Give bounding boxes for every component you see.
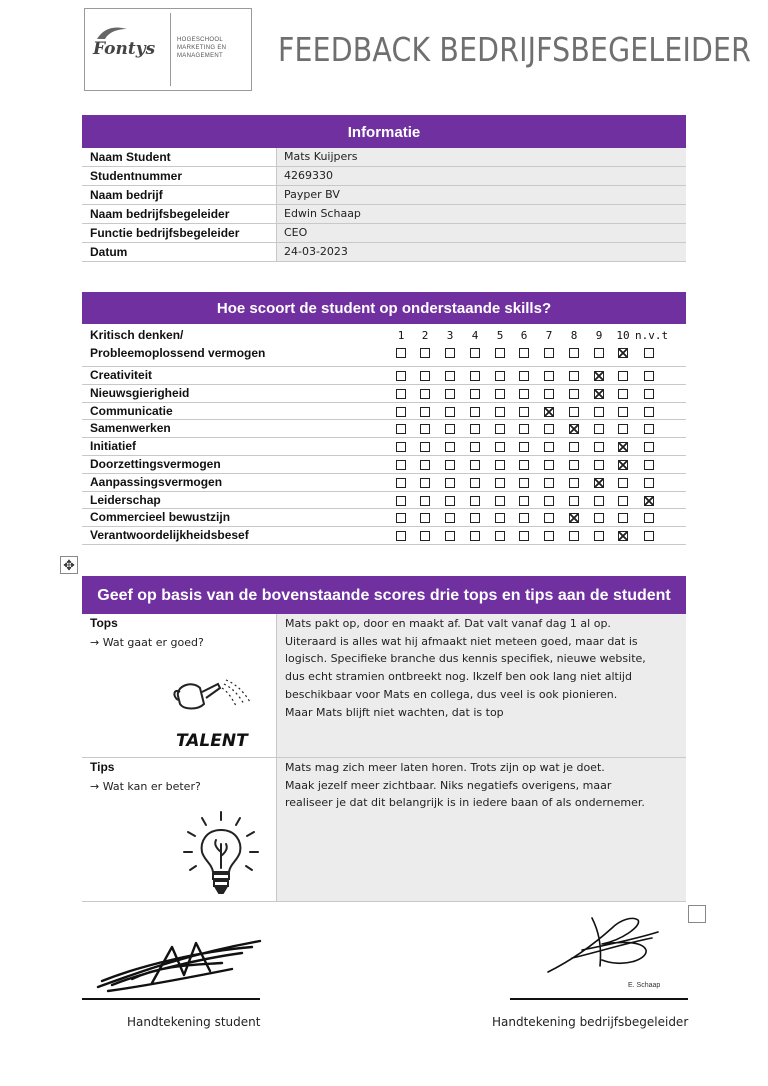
score-checkbox[interactable] bbox=[445, 389, 455, 399]
score-checkbox[interactable] bbox=[396, 513, 406, 523]
score-checkbox[interactable] bbox=[618, 460, 628, 470]
score-checkbox[interactable] bbox=[618, 478, 628, 488]
tips-label: Tips bbox=[90, 760, 115, 774]
score-checkbox[interactable] bbox=[495, 424, 505, 434]
score-checkbox[interactable] bbox=[420, 407, 430, 417]
scale-number: 5 bbox=[496, 329, 504, 342]
scale-number: 7 bbox=[545, 329, 553, 342]
begeleider-signature-line bbox=[510, 998, 688, 1000]
scale-number: 3 bbox=[446, 329, 454, 342]
lightbulb-icon bbox=[180, 808, 266, 898]
document-title: FEEDBACK BEDRIJFSBEGELEIDER bbox=[278, 30, 752, 69]
info-value[interactable]: CEO bbox=[276, 224, 686, 242]
score-checkbox[interactable] bbox=[569, 531, 579, 541]
info-row bbox=[82, 167, 686, 186]
score-checkbox[interactable] bbox=[420, 531, 430, 541]
skill-label: Doorzettingsvermogen bbox=[90, 457, 221, 471]
skill-label: Kritisch denken/ bbox=[90, 328, 184, 342]
score-checkbox[interactable] bbox=[594, 371, 604, 381]
score-checkbox[interactable] bbox=[644, 478, 654, 488]
info-value[interactable]: 4269330 bbox=[276, 167, 686, 185]
tops-line: Uiteraard is alles wat hij afmaakt niet meteen goed, maar dat is bbox=[285, 634, 638, 648]
skill-label: Commercieel bewustzijn bbox=[90, 510, 231, 525]
info-label: Datum bbox=[90, 245, 128, 259]
score-checkbox[interactable] bbox=[495, 478, 505, 488]
score-checkbox[interactable] bbox=[495, 348, 505, 358]
score-checkbox[interactable] bbox=[396, 348, 406, 358]
begeleider-signature bbox=[542, 910, 662, 980]
tops-block bbox=[82, 614, 686, 758]
score-checkbox[interactable] bbox=[396, 496, 406, 506]
score-checkbox[interactable] bbox=[594, 478, 604, 488]
score-checkbox[interactable] bbox=[470, 407, 480, 417]
tips-block bbox=[82, 758, 686, 902]
score-checkbox[interactable] bbox=[519, 424, 529, 434]
score-checkbox[interactable] bbox=[519, 513, 529, 523]
score-checkbox[interactable] bbox=[420, 513, 430, 523]
score-checkbox[interactable] bbox=[495, 460, 505, 470]
score-checkbox[interactable] bbox=[569, 496, 579, 506]
watering-can-icon bbox=[170, 674, 270, 754]
score-checkbox[interactable] bbox=[644, 407, 654, 417]
begeleider-signature-caption: Handtekening bedrijfsbegeleider bbox=[492, 1015, 689, 1029]
tips-text bbox=[276, 758, 686, 901]
student-signature-caption: Handtekening student bbox=[127, 1015, 261, 1029]
score-checkbox[interactable] bbox=[420, 460, 430, 470]
score-checkbox[interactable] bbox=[396, 407, 406, 417]
score-checkbox[interactable] bbox=[420, 348, 430, 358]
score-checkbox[interactable] bbox=[445, 460, 455, 470]
skill-label: Communicatie bbox=[90, 403, 173, 418]
info-label: Naam bedrijf bbox=[90, 188, 163, 202]
score-checkbox[interactable] bbox=[420, 371, 430, 381]
score-checkbox[interactable] bbox=[644, 531, 654, 541]
score-checkbox[interactable] bbox=[519, 460, 529, 470]
score-checkbox[interactable] bbox=[445, 531, 455, 541]
info-row bbox=[82, 205, 686, 224]
score-checkbox[interactable] bbox=[420, 442, 430, 452]
score-checkbox[interactable] bbox=[495, 371, 505, 381]
score-checkbox[interactable] bbox=[470, 371, 480, 381]
score-checkbox[interactable] bbox=[495, 442, 505, 452]
score-checkbox[interactable] bbox=[445, 424, 455, 434]
score-checkbox[interactable] bbox=[544, 513, 554, 523]
score-checkbox[interactable] bbox=[594, 348, 604, 358]
score-checkbox[interactable] bbox=[519, 496, 529, 506]
score-checkbox[interactable] bbox=[445, 513, 455, 523]
score-checkbox[interactable] bbox=[470, 496, 480, 506]
info-label: Naam bedrijfsbegeleider bbox=[90, 207, 230, 221]
info-value[interactable]: Mats Kuijpers bbox=[276, 148, 686, 166]
score-checkbox[interactable] bbox=[569, 389, 579, 399]
score-checkbox[interactable] bbox=[594, 460, 604, 470]
score-checkbox[interactable] bbox=[470, 531, 480, 541]
tops-line: beschikbaar voor Mats en collega, dus veel is ook pionieren. bbox=[285, 687, 618, 701]
skill-label: Leiderschap bbox=[90, 492, 161, 507]
score-checkbox[interactable] bbox=[644, 389, 654, 399]
score-checkbox[interactable] bbox=[445, 348, 455, 358]
tips-line: Mats mag zich meer laten horen. Trots zijn op wat je doet. bbox=[285, 761, 605, 774]
score-checkbox[interactable] bbox=[644, 496, 654, 506]
logo-subtitle: HOGESCHOOL MARKETING EN MANAGEMENT bbox=[177, 37, 227, 59]
score-checkbox[interactable] bbox=[618, 371, 628, 381]
tops-line: Maar Mats blijft niet wachten, dat is top bbox=[285, 705, 504, 719]
score-checkbox[interactable] bbox=[594, 424, 604, 434]
score-checkbox[interactable] bbox=[644, 348, 654, 358]
score-checkbox[interactable] bbox=[445, 407, 455, 417]
scale-number: 8 bbox=[570, 329, 578, 342]
score-checkbox[interactable] bbox=[396, 371, 406, 381]
score-checkbox[interactable] bbox=[569, 424, 579, 434]
score-checkbox[interactable] bbox=[470, 424, 480, 434]
score-checkbox[interactable] bbox=[618, 442, 628, 452]
info-label: Studentnummer bbox=[90, 169, 183, 183]
score-checkbox[interactable] bbox=[594, 442, 604, 452]
score-checkbox[interactable] bbox=[519, 531, 529, 541]
score-checkbox[interactable] bbox=[519, 371, 529, 381]
score-checkbox[interactable] bbox=[569, 407, 579, 417]
score-checkbox[interactable] bbox=[396, 389, 406, 399]
score-checkbox[interactable] bbox=[495, 407, 505, 417]
skill-label: Creativiteit bbox=[90, 368, 153, 382]
score-checkbox[interactable] bbox=[618, 496, 628, 506]
logo-wordmark: Fontys bbox=[93, 39, 156, 59]
score-checkbox[interactable] bbox=[420, 496, 430, 506]
score-checkbox[interactable] bbox=[569, 513, 579, 523]
score-checkbox[interactable] bbox=[544, 531, 554, 541]
score-checkbox[interactable] bbox=[618, 348, 628, 358]
score-checkbox[interactable] bbox=[470, 478, 480, 488]
score-checkbox[interactable] bbox=[644, 424, 654, 434]
tops-line: dus echt stramien ontbreekt nog. Ikzelf ben ook lang niet altijd bbox=[285, 670, 632, 684]
score-checkbox[interactable] bbox=[420, 389, 430, 399]
score-checkbox[interactable] bbox=[470, 442, 480, 452]
score-checkbox[interactable] bbox=[544, 460, 554, 470]
score-checkbox[interactable] bbox=[644, 460, 654, 470]
info-value[interactable]: Edwin Schaap bbox=[276, 205, 686, 223]
tops-prompt: → Wat gaat er goed? bbox=[90, 636, 204, 649]
fontys-logo bbox=[84, 8, 252, 91]
scale-number: 2 bbox=[421, 329, 429, 342]
scale-number: 9 bbox=[595, 329, 603, 342]
score-checkbox[interactable] bbox=[396, 424, 406, 434]
skill-label: Probleemoplossend vermogen bbox=[90, 346, 266, 360]
tips-prompt: → Wat kan er beter? bbox=[90, 780, 201, 793]
score-checkbox[interactable] bbox=[470, 348, 480, 358]
score-checkbox[interactable] bbox=[396, 460, 406, 470]
skill-row bbox=[82, 326, 686, 367]
scale-number: 1 bbox=[397, 329, 405, 342]
score-checkbox[interactable] bbox=[618, 424, 628, 434]
score-checkbox[interactable] bbox=[594, 513, 604, 523]
info-row bbox=[82, 224, 686, 243]
score-checkbox[interactable] bbox=[420, 424, 430, 434]
scale-number: 10 bbox=[616, 329, 630, 342]
score-checkbox[interactable] bbox=[470, 513, 480, 523]
score-checkbox[interactable] bbox=[470, 460, 480, 470]
info-row bbox=[82, 186, 686, 205]
score-checkbox[interactable] bbox=[644, 371, 654, 381]
skill-label: Nieuwsgierigheid bbox=[90, 385, 190, 400]
info-value[interactable]: Payper BV bbox=[276, 186, 686, 204]
score-checkbox[interactable] bbox=[396, 531, 406, 541]
score-checkbox[interactable] bbox=[644, 442, 654, 452]
scale-number: 6 bbox=[520, 329, 528, 342]
student-signature-line bbox=[82, 998, 260, 1000]
score-checkbox[interactable] bbox=[445, 442, 455, 452]
score-checkbox[interactable] bbox=[644, 513, 654, 523]
score-checkbox[interactable] bbox=[594, 531, 604, 541]
score-checkbox[interactable] bbox=[569, 348, 579, 358]
informatie-heading: Informatie bbox=[82, 115, 686, 148]
score-checkbox[interactable] bbox=[396, 442, 406, 452]
score-checkbox[interactable] bbox=[544, 424, 554, 434]
feedback-heading: Geef op basis van de bovenstaande scores drie tops en tips aan de student bbox=[82, 576, 686, 614]
score-checkbox[interactable] bbox=[519, 442, 529, 452]
score-checkbox[interactable] bbox=[495, 496, 505, 506]
score-checkbox[interactable] bbox=[544, 371, 554, 381]
score-checkbox[interactable] bbox=[544, 348, 554, 358]
info-label: Functie bedrijfsbegeleider bbox=[90, 226, 240, 240]
skill-label: Aanpassingsvermogen bbox=[90, 474, 223, 489]
score-checkbox[interactable] bbox=[519, 478, 529, 488]
score-checkbox[interactable] bbox=[618, 407, 628, 417]
score-checkbox[interactable] bbox=[420, 478, 430, 488]
tops-text bbox=[276, 614, 686, 757]
score-checkbox[interactable] bbox=[445, 496, 455, 506]
scale-number: 4 bbox=[471, 329, 479, 342]
info-row bbox=[82, 148, 686, 167]
score-checkbox[interactable] bbox=[544, 442, 554, 452]
score-checkbox[interactable] bbox=[618, 389, 628, 399]
tips-line: realiseer je dat dit belangrijk is in iedere baan of als ondernemer. bbox=[285, 796, 645, 810]
score-checkbox[interactable] bbox=[544, 407, 554, 417]
talent-caption: TALENT bbox=[176, 731, 248, 751]
info-label: Naam Student bbox=[90, 150, 171, 164]
begeleider-printed-name: E. Schaap bbox=[628, 982, 661, 989]
score-checkbox[interactable] bbox=[544, 496, 554, 506]
score-checkbox[interactable] bbox=[445, 478, 455, 488]
score-checkbox[interactable] bbox=[470, 389, 480, 399]
score-checkbox[interactable] bbox=[569, 478, 579, 488]
score-checkbox[interactable] bbox=[594, 389, 604, 399]
skill-label: Samenwerken bbox=[90, 421, 171, 436]
score-checkbox[interactable] bbox=[495, 389, 505, 399]
score-checkbox[interactable] bbox=[569, 371, 579, 381]
score-checkbox[interactable] bbox=[544, 478, 554, 488]
score-checkbox[interactable] bbox=[519, 348, 529, 358]
score-checkbox[interactable] bbox=[569, 442, 579, 452]
score-checkbox[interactable] bbox=[396, 478, 406, 488]
scale-number: n.v.t bbox=[635, 329, 669, 342]
skills-heading: Hoe scoort de student op onderstaande skills? bbox=[82, 292, 686, 324]
table-resize-handle[interactable] bbox=[688, 905, 706, 923]
score-checkbox[interactable] bbox=[544, 389, 554, 399]
info-value[interactable]: 24-03-2023 bbox=[276, 243, 686, 261]
table-move-handle-icon[interactable]: ✥ bbox=[60, 556, 78, 574]
score-checkbox[interactable] bbox=[618, 513, 628, 523]
score-checkbox[interactable] bbox=[618, 531, 628, 541]
score-checkbox[interactable] bbox=[495, 513, 505, 523]
score-checkbox[interactable] bbox=[445, 371, 455, 381]
tops-label: Tops bbox=[90, 616, 118, 630]
skill-label: Verantwoordelijkheidsbesef bbox=[90, 528, 249, 543]
score-checkbox[interactable] bbox=[495, 531, 505, 541]
tips-line: Maak jezelf meer zichtbaar. Niks negatiefs overigens, maar bbox=[285, 778, 612, 792]
tops-line: Mats pakt op, door en maakt af. Dat valt vanaf dag 1 al op. bbox=[285, 617, 611, 630]
info-row bbox=[82, 243, 686, 262]
student-signature bbox=[92, 935, 267, 995]
skill-label: Initiatief bbox=[90, 439, 137, 454]
score-checkbox[interactable] bbox=[594, 496, 604, 506]
score-checkbox[interactable] bbox=[519, 389, 529, 399]
score-checkbox[interactable] bbox=[569, 460, 579, 470]
tops-line: logisch. Specifieke branche dus kennis specifiek, nieuwe website, bbox=[285, 652, 646, 666]
score-checkbox[interactable] bbox=[594, 407, 604, 417]
score-checkbox[interactable] bbox=[519, 407, 529, 417]
